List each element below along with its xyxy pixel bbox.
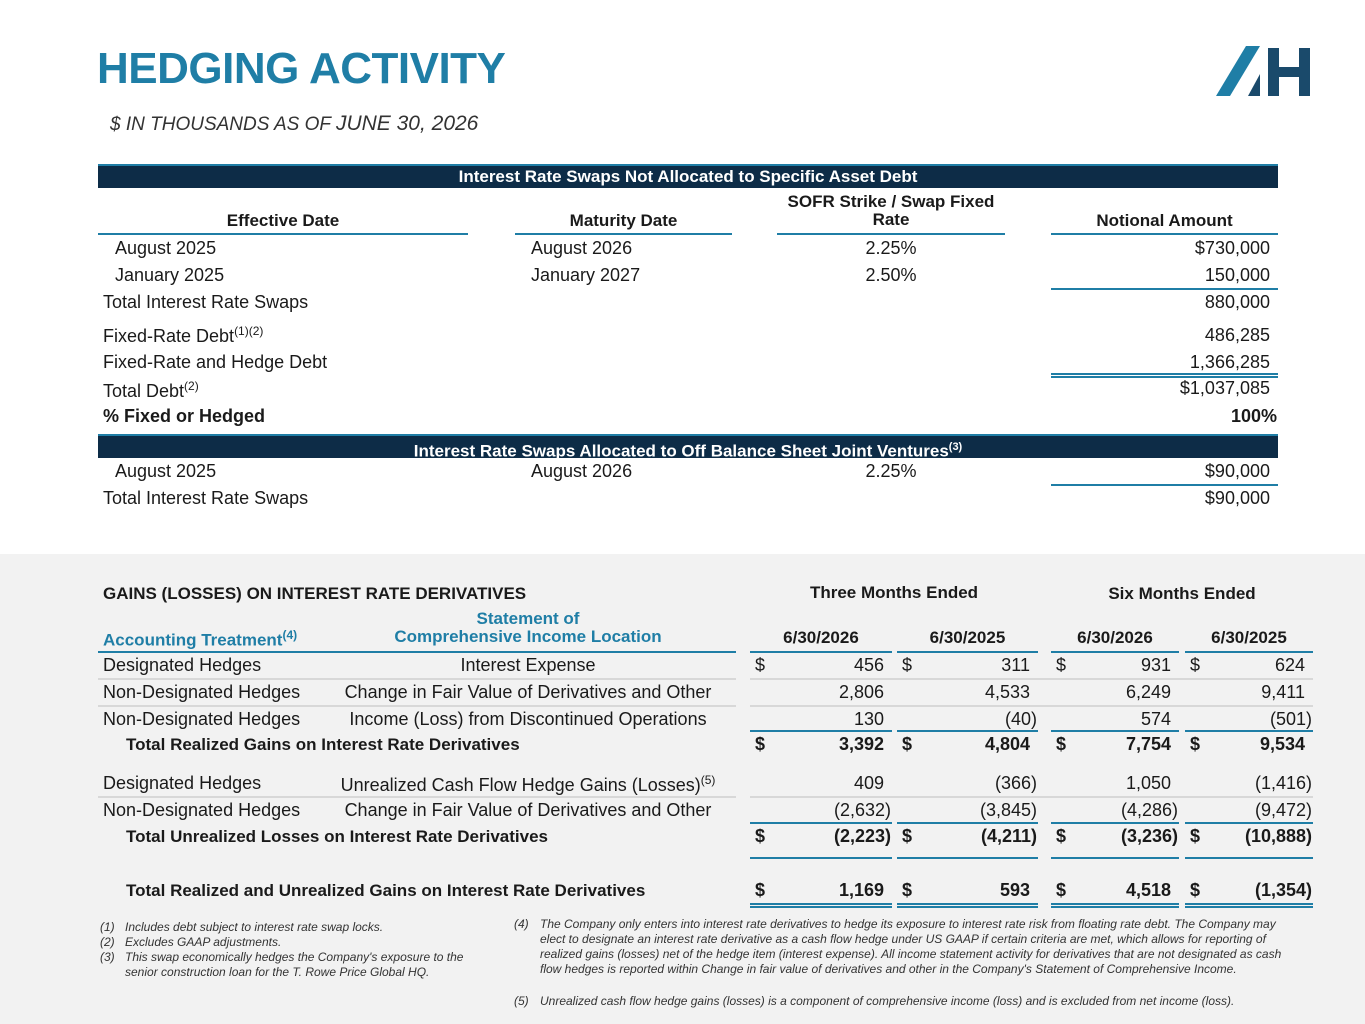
value-cell: 574 [1140,709,1171,729]
period-header: 6/30/2026 [783,628,859,647]
subtotal-rule [750,822,892,824]
location-cell: Change in Fair Value of Derivatives and Other [344,682,712,702]
subtotal-rule [897,730,1038,732]
value-cell: 931 [1140,655,1171,675]
period-header: 6/30/2025 [929,628,1006,647]
swap-notional: 150,000 [1204,265,1270,285]
footnote-3 [100,950,480,980]
header-rule [98,233,468,235]
treatment-cell: Designated Hedges [103,773,262,793]
six-months-header: Six Months Ended [1108,584,1256,603]
dollar-sign: $ [755,826,766,846]
row-divider [750,678,1313,680]
col-rate: SOFR Strike / Swap Fixed Rate [787,192,995,229]
value-cell: 409 [853,773,884,793]
swap-maturity: January 2027 [531,265,641,285]
footnote-5 [514,994,1314,1009]
value-cell: 1,050 [1125,773,1171,793]
footnote-ref: (2) [184,379,199,393]
total-debt-text: Total Debt [103,381,185,401]
footnote-number: (5) [514,994,529,1008]
jv-swap-effective: August 2025 [115,461,217,481]
total-value-cell: 3,392 [838,734,884,754]
gains-title: GAINS (LOSSES) ON INTEREST RATE DERIVATIVES [103,584,527,603]
total-swaps-value: 880,000 [1204,292,1270,312]
three-months-header: Three Months Ended [809,583,979,602]
total-debt-value: $1,037,085 [1179,378,1270,398]
value-cell: 624 [1274,655,1305,675]
header-rule [1185,651,1313,653]
footnote-number: (4) [514,917,529,931]
header-rule [1051,233,1278,235]
total-value-cell: (3,236) [1120,826,1178,846]
swap-effective: August 2025 [115,238,217,258]
row-divider [98,796,736,798]
value-cell: 4,533 [984,682,1030,702]
value-cell: 456 [853,655,884,675]
grand-total-value: 593 [999,880,1030,900]
dollar-sign: $ [902,734,913,754]
page-subtitle [110,112,478,136]
dollar-sign: $ [1190,880,1201,900]
footnote-number: (3) [100,950,115,964]
row-divider [750,796,1313,798]
dollar-sign: $ [755,880,766,900]
value-cell: 9,411 [1261,682,1305,702]
total-value-cell: 7,754 [1125,734,1171,754]
value-cell: (4,286) [1120,800,1178,820]
dollar-sign: $ [1056,655,1067,675]
treatment-cell: Designated Hedges [103,655,262,675]
dollar-sign: $ [1056,880,1067,900]
footnote-text: Unrealized cash flow hedge gains (losses) is a component of comprehensive income (loss) and is excluded from net income (loss). [540,994,1235,1008]
col-accounting-text: Accounting Treatment [103,630,283,650]
subtotal-rule [1051,730,1179,732]
dollar-sign: $ [902,655,913,675]
value-cell: 311 [1001,655,1030,675]
fixed-hedge-debt-label: Fixed-Rate and Hedge Debt [103,352,328,372]
subtotal-rule [750,730,892,732]
dollar-sign: $ [902,826,913,846]
value-cell: (2,632) [833,800,891,820]
value-cell: (40) [1004,709,1037,729]
subtotal-rule [1051,484,1278,486]
footnote-ref: (5) [700,773,716,787]
total-value-cell: 4,804 [984,734,1030,754]
subtotal-rule [897,857,1038,859]
footnote-text: Includes debt subject to interest rate swap locks. [125,920,384,934]
footnote-number: (2) [100,935,115,949]
dollar-sign: $ [1190,734,1201,754]
footnote-text: The Company only enters into interest rate derivatives to hedge its exposure to interest rate risk from floating rate debt. The Company may elect to designate an interest rate derivative as a cash flow hedge under US GAAP if certain criteria are met, which allows for reporting of realized gains (losses) net of the hedge item (interest expense). All income statement activity for derivatives that are not designated as cash flow hedges is reported within Change in fair value of derivatives and other in the Company's Statement of Comprehensive Income. [540,917,1282,976]
page-title: HEDGING ACTIVITY [97,44,506,93]
company-logo [1216,46,1312,98]
location-cell [320,773,736,796]
col-maturity-date: Maturity Date [569,211,678,230]
footnote-1 [100,920,480,935]
swaps-jv-band [98,434,1278,461]
col-accounting-treatment [103,628,297,651]
swap-maturity: August 2026 [531,238,633,258]
value-cell: 6,249 [1125,682,1171,702]
footnote-text: Excludes GAAP adjustments. [125,935,282,949]
subtotal-rule [1051,288,1278,290]
dollar-sign: $ [1190,826,1201,846]
total-value-cell: (10,888) [1244,826,1312,846]
total-value-cell: 9,534 [1259,734,1305,754]
header-rule [897,651,1038,653]
period-header: 6/30/2025 [1211,628,1287,647]
header-rule [515,233,732,235]
value-cell: (366) [994,773,1037,793]
value-cell: (501) [1269,709,1312,729]
swap-effective: January 2025 [115,265,225,285]
subtitle-date: JUNE 30, 2026 [335,112,479,135]
footnote-number: (1) [100,920,115,934]
value-cell: (1,416) [1254,773,1312,793]
footnote-4 [514,917,1304,977]
jv-swap-rate: 2.25% [865,461,917,481]
treatment-cell: Non-Designated Hedges [103,800,301,820]
footnote-ref: (3) [948,441,963,453]
value-cell: (9,472) [1254,800,1312,820]
subtotal-rule [1185,730,1313,732]
subtotal-rule [897,822,1038,824]
footnote-2 [100,935,480,950]
fixed-rate-debt-value: 486,285 [1204,325,1270,345]
location-cell: Interest Expense [460,655,596,675]
col-location-line1: Statement of [476,609,580,628]
location-text: Unrealized Cash Flow Hedge Gains (Losses) [340,775,701,795]
footnote-ref: (1)(2) [234,324,264,338]
jv-total-label: Total Interest Rate Swaps [103,488,309,508]
total-swaps-label: Total Interest Rate Swaps [103,292,309,312]
treatment-cell: Non-Designated Hedges [103,682,301,702]
unrealized-total-label: Total Unrealized Losses on Interest Rate Derivatives [126,827,548,846]
row-divider [750,705,1313,707]
double-rule [750,903,892,908]
swaps-jv-band-title: Interest Rate Swaps Allocated to Off Balance Sheet Joint Ventures [413,441,949,461]
grand-total-value: 1,169 [838,880,884,900]
row-divider [98,678,736,680]
grand-total-label: Total Realized and Unrealized Gains on Interest Rate Derivatives [126,881,646,900]
swaps-not-allocated-band: Interest Rate Swaps Not Allocated to Specific Asset Debt [98,164,1278,188]
col-location [320,610,736,646]
double-rule [1185,903,1313,908]
dollar-sign: $ [1190,655,1201,675]
pct-hedged-label: % Fixed or Hedged [103,406,266,426]
swap-rate: 2.25% [865,238,917,258]
dollar-sign: $ [755,734,766,754]
grand-total-value: (1,354) [1254,880,1312,900]
swap-rate: 2.50% [865,265,917,285]
header-rule [1051,651,1179,653]
value-cell: 130 [853,709,884,729]
header-rule [98,651,736,653]
location-cell: Income (Loss) from Discontinued Operations [349,709,707,729]
footnote-ref: (4) [282,628,298,642]
treatment-cell: Non-Designated Hedges [103,709,301,729]
footnote-text: This swap economically hedges the Company's exposure to the senior construction loan for the T. Rowe Price Global HQ. [125,950,464,979]
total-value-cell: (2,223) [833,826,891,846]
dollar-sign: $ [1056,734,1067,754]
fixed-rate-debt-label [103,324,263,347]
subtitle-prefix: $ IN THOUSANDS AS OF [110,114,336,135]
dollar-sign: $ [902,880,913,900]
subtotal-rule [1051,822,1179,824]
double-rule [1051,903,1179,908]
subtotal-rule [1185,822,1313,824]
fixed-hedge-debt-value: 1,366,285 [1189,352,1270,372]
period-header: 6/30/2026 [1077,628,1153,647]
total-value-cell: (4,211) [980,826,1037,846]
subtotal-rule [1185,857,1313,859]
value-cell: 2,806 [838,682,884,702]
col-location-line2: Comprehensive Income Location [394,627,662,646]
swap-notional: $730,000 [1194,238,1270,258]
header-rule [777,233,1005,235]
subtotal-rule [750,857,892,859]
header-rule [750,651,892,653]
subtotal-rule [1051,857,1179,859]
col-effective-date: Effective Date [226,211,340,230]
dollar-sign: $ [1056,826,1067,846]
jv-swap-maturity: August 2026 [531,461,633,481]
jv-swap-notional: $90,000 [1204,461,1270,481]
total-debt-label [103,379,199,402]
realized-total-label: Total Realized Gains on Interest Rate Derivatives [126,735,520,754]
jv-total-value: $90,000 [1204,488,1270,508]
double-rule [897,903,1038,908]
location-cell: Change in Fair Value of Derivatives and Other [344,800,712,820]
grand-total-value: 4,518 [1125,880,1171,900]
col-notional: Notional Amount [1096,211,1233,230]
fixed-rate-debt-text: Fixed-Rate Debt [103,326,235,346]
pct-hedged-value: 100% [1230,406,1277,426]
dollar-sign: $ [755,655,766,675]
value-cell: (3,845) [979,800,1037,820]
row-divider [98,705,736,707]
